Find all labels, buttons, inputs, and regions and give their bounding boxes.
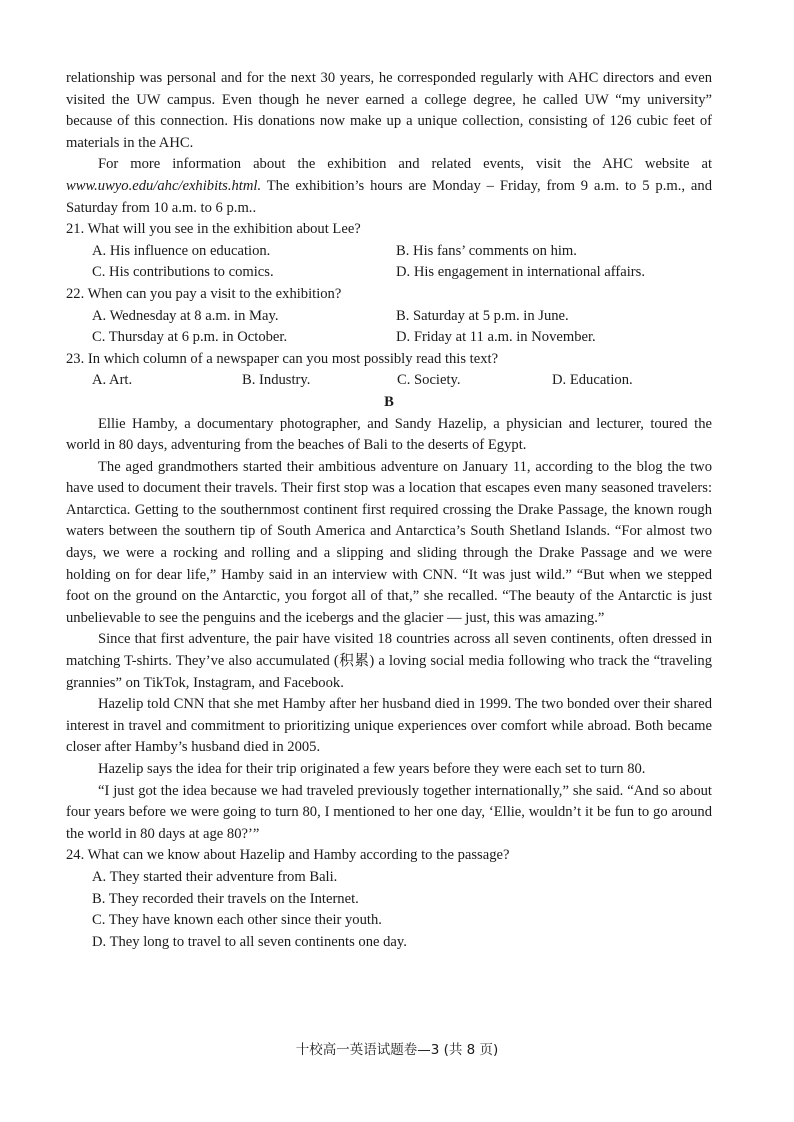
passage-a-text: For more information about the exhibition and related events, visit the AHC website at [98,156,712,173]
option-c: C. They have known each other since their youth. [92,912,382,929]
question-stem: 23. In which column of a newspaper can you most possibly read this text? [66,350,499,367]
passage-b-paragraph: Hazelip told CNN that she met Hamby after her husband died in 1999. The two bonded over their shared interest in travel and commitment to prioritizing unique experiences over comfort while abroad. Both became closer after Hamby’s husband died in 2005. [66,696,712,756]
page-footer: 十校高一英语试题卷—3 (共 8 页) [295,1042,499,1058]
website-url: www.uwyo.edu/ahc/exhibits.html. [66,177,262,194]
option-b: B. Saturday at 5 p.m. in June. [396,307,569,324]
options [66,370,712,392]
option-c: C. Society. [397,372,461,389]
passage-a-text: The exhibition’s hours are Monday – Friday, from 9 a.m. to 5 p.m., and Saturday from 10 a.m. to 6 p.m.. [66,177,712,216]
question-23 [66,349,712,392]
option-b: B. His fans’ comments on him. [396,242,577,259]
option-a: A. They started their adventure from Bali. [92,868,338,885]
option-a: A. Art. [92,372,133,389]
options [66,241,712,284]
passage-b-paragraph: Ellie Hamby, a documentary photographer, and Sandy Hazelip, a physician and lecturer, toured the world in 80 days, adventuring from the beaches of Bali to the deserts of Egypt. [66,415,712,454]
passage-b-paragraph: “I just got the idea because we had traveled previously together internationally,” she said. “And so about four years before we were going to turn 80, I mentioned to her one day, ‘Ellie, wouldn’t it be fun to go around the world in 80 days at age 80?’” [66,782,712,842]
option-c: C. His contributions to comics. [92,264,274,281]
question-stem: 22. When can you pay a visit to the exhibition? [66,285,342,302]
passage-b-paragraph: Since that first adventure, the pair have visited 18 countries across all seven continents, often dressed in matching T-shirts. They’ve also accumulated (积累) a loving social media following who track the “traveling grannies” on TikTok, Instagram, and Facebook. [66,631,712,691]
option-d: D. His engagement in international affairs. [396,264,645,281]
option-b: B. They recorded their travels on the Internet. [92,890,359,907]
option-a: A. Wednesday at 8 a.m. in May. [92,307,279,324]
options [66,306,712,349]
passage-b-paragraph: Hazelip says the idea for their trip originated a few years before they were each set to turn 80. [98,761,646,777]
section-b-heading: B [384,393,394,410]
question-stem: 21. What will you see in the exhibition about Lee? [66,221,361,238]
passage-a-paragraph [66,154,712,219]
option-b: B. Industry. [242,372,311,389]
option-c: C. Thursday at 6 p.m. in October. [92,329,288,346]
option-a: A. His influence on education. [92,242,271,259]
passage-a-paragraph: relationship was personal and for the next 30 years, he corresponded regularly with AHC directors and even visited the UW campus. Even though he never earned a college degree, he called UW “my university” because of this connection. His donations now make up a unique collection, consisting of 126 cubic feet of materials in the AHC. [66,70,712,151]
question-stem: 24. What can we know about Hazelip and Hamby according to the passage? [66,847,510,864]
question-21 [66,219,712,284]
passage-b-paragraph: The aged grandmothers started their ambitious adventure on January 11, according to the blog the two have used to document their travels. Their first stop was a location that escapes even many seasoned travelers: Antarctica. Getting to the southernmost continent first required crossing the Drake Passage, the known rough waters between the southern tip of South America and Antarctica’s South Shetland Islands. “For almost two days, we were a rocking and rolling and a slipping and sliding through the Drake Passage and we were holding on for dear life,” Hamby said in an interview with CNN. “It was just wild.” “But when we stepped foot on the ground on the Antarctic, you forgot all of that,” she recalled. “The beauty of the Antarctic is just unbelievable to see the penguins and the icebergs and the glacier — just, this was amazing.” [66,458,712,626]
option-d: D. They long to travel to all seven continents one day. [92,933,407,950]
option-d: D. Education. [552,372,633,389]
option-d: D. Friday at 11 a.m. in November. [396,329,596,346]
page-content [66,68,712,953]
question-24 [66,845,712,953]
question-22 [66,284,712,349]
